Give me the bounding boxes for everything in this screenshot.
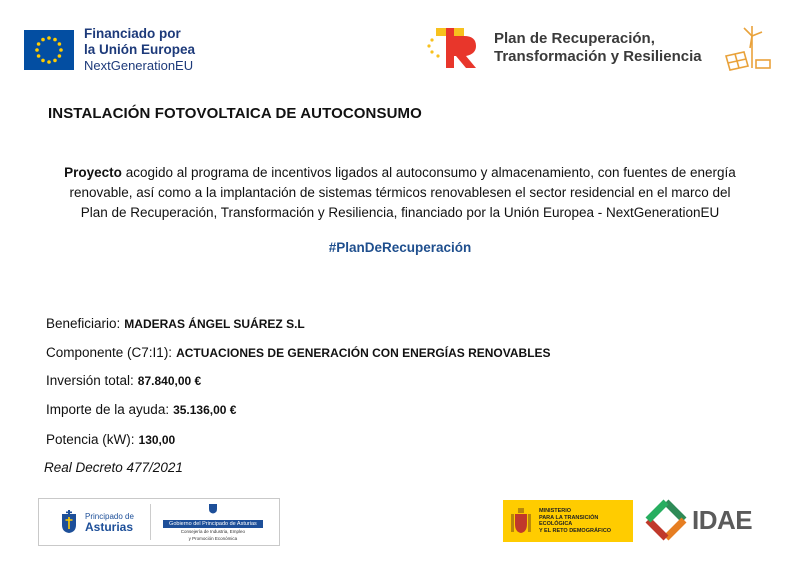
project-description	[55, 163, 745, 223]
gobierno-crest-icon	[207, 502, 219, 514]
beneficiario-label: Beneficiario:	[46, 316, 121, 331]
ministerio-logo	[503, 500, 633, 542]
componente-label: Componente (C7:I1):	[46, 345, 173, 360]
asturias-big-text: Asturias	[85, 520, 134, 534]
solar-panel-wind-icon	[722, 22, 774, 74]
eu-flag-icon	[24, 30, 74, 70]
inversion-row	[46, 373, 201, 388]
gobierno-asturias-logo	[163, 502, 263, 542]
gobierno-sub2: y Promoción Económica	[188, 536, 238, 541]
eu-funding-line1: Financiado por	[84, 26, 181, 41]
eu-funding-logo	[24, 26, 195, 74]
beneficiario-value: MADERAS ÁNGEL SUÁREZ S.L	[124, 317, 305, 331]
divider	[150, 504, 151, 540]
importe-label: Importe de la ayuda:	[46, 402, 170, 417]
ministerio-line2: PARA LA TRANSICIÓN ECOLÓGICA	[538, 514, 599, 527]
page-title: INSTALACIÓN FOTOVOLTAICA DE AUTOCONSUMO	[48, 105, 422, 122]
eu-funding-line2: la Unión Europea	[84, 42, 196, 57]
prtr-logo	[426, 26, 702, 70]
asturias-logos	[38, 498, 280, 546]
project-line3: Plan de Recuperación, Transformación y Resiliencia, financiado por la Unión Europea - NextGenerationEU	[80, 205, 720, 220]
prtr-line2: Transformación y Resiliencia	[494, 48, 702, 65]
prtr-line1: Plan de Recuperación,	[494, 30, 655, 47]
potencia-row	[46, 432, 175, 447]
importe-value: 35.136,00 €	[173, 403, 237, 417]
spain-crest-icon	[509, 506, 533, 536]
eu-funding-line3: NextGenerationEU	[84, 58, 194, 73]
idae-wordmark: IDAE	[692, 504, 753, 535]
project-lead: Proyecto	[64, 165, 122, 180]
componente-value: ACTUACIONES DE GENERACIÓN CON ENERGÍAS RENOVABLES	[176, 346, 551, 360]
ministerio-line3: Y EL RETO DEMOGRÁFICO	[538, 527, 612, 534]
hashtag: #PlanDeRecuperación	[328, 240, 472, 255]
idae-logo	[644, 498, 752, 542]
inversion-value: 87.840,00 €	[137, 374, 202, 388]
real-decreto: Real Decreto 477/2021	[44, 460, 183, 475]
gobierno-sub1: Consejería de Industria, Empleo	[180, 529, 246, 534]
potencia-value: 130,00	[138, 433, 176, 447]
beneficiario-row	[46, 316, 305, 331]
componente-row	[46, 345, 551, 360]
idae-mark-icon	[644, 498, 688, 542]
importe-row	[46, 402, 236, 417]
project-line2: renovable, así como a la implantación de sistemas térmicos renovablesen el sector residencial en el marco del	[69, 185, 731, 200]
gobierno-bar: Gobierno del Principado de Asturias	[163, 520, 263, 528]
prtr-logo-icon	[426, 26, 480, 70]
inversion-label: Inversión total:	[46, 373, 134, 388]
asturias-shield-icon	[61, 510, 77, 534]
potencia-label: Potencia (kW):	[46, 432, 135, 447]
project-line1: acogido al programa de incentivos ligados al autoconsumo y almacenamiento, con fuentes de energía	[121, 165, 736, 180]
ministerio-line1: MINISTERIO	[538, 508, 572, 514]
asturias-small-text: Principado de	[85, 512, 134, 521]
